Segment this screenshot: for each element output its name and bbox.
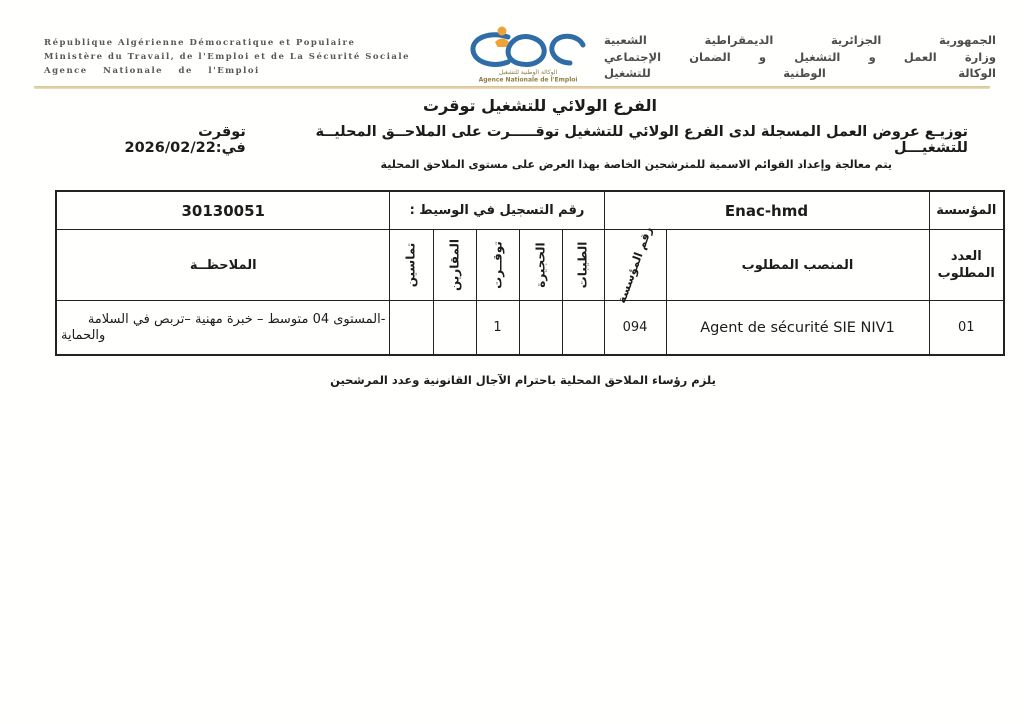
column-header-remark: الملاحظــة [56, 230, 390, 301]
cell-required-count: 01 [929, 301, 1004, 356]
cell-touggourt-value: 1 [476, 301, 519, 356]
cell-registration-value: 30130051 [56, 191, 390, 230]
column-header-temacine: تماسين [390, 230, 433, 301]
logo-caption-fr: Agence Nationale de l'Emploi [478, 76, 578, 84]
anem-logo [452, 24, 604, 84]
column-header-required-count: العدد المطلوب [929, 230, 1004, 301]
date-line: توقرت في:2026/02/22 [124, 124, 246, 156]
distribution-title: توزيـع عروض العمل المسجلة لدى الفرع الولائي للتشغيل توقـــــرت على الملاحــق المحليــة للتشغيـــل [315, 124, 968, 156]
cell-registration-label: رقم التسجيل في الوسيط : [390, 191, 604, 230]
letterhead-french [44, 24, 452, 84]
cell-institution-value: Enac-hmd [604, 191, 929, 230]
remark-line-1: -المستوى 04 متوسط – خبرة مهنية –تربص في السلامة [87, 312, 386, 327]
letterhead-arabic [604, 24, 996, 84]
cell-hadjira-value [519, 301, 562, 356]
remark-line-2: والحماية [61, 327, 106, 343]
cell-temacine-value [390, 301, 433, 356]
french-line-1: République Algérienne Démocratique et Populaire [44, 38, 356, 48]
logo-caption-ar: الوكالة الوطنية للتشغيل [498, 69, 558, 76]
cell-firm-number: 094 [604, 301, 666, 356]
arabic-line-1: الجمهورية الجزائرية الديمقراطية الشعبية [604, 33, 996, 47]
cell-remark [56, 301, 390, 356]
cell-taibet-value [562, 301, 604, 356]
anem-logo-icon [462, 24, 594, 84]
logo-figure-icon [498, 27, 507, 36]
column-header-position: المنصب المطلوب [666, 230, 929, 301]
column-header-touggourt: توقــرت [476, 230, 519, 301]
column-header-taibet: الطيبات [562, 230, 604, 301]
french-line-2: Ministère du Travail, de l'Emploi et de La Sécurité Sociale [44, 52, 411, 62]
column-header-megarine: المقارين [433, 230, 476, 301]
table-top-row [56, 191, 1004, 230]
cell-institution-label: المؤسسة [929, 191, 1004, 230]
processing-note: يتم معالجة وإعداد القوائم الاسمية للمترشحين الخاصة بهذا العرض على مستوى الملاحق المحلية [380, 158, 892, 171]
letterhead-divider [34, 86, 990, 89]
distribution-row [0, 115, 1024, 156]
arabic-line-3: الوكالة الوطنية للتشغيل [604, 66, 996, 80]
footer-note: يلزم رؤساء الملاحق المحلية باحترام الآجال القانونية وعدد المرشحين [330, 373, 716, 387]
letterhead [0, 0, 1024, 84]
french-line-3: Agence Nationale de l'Emploi [44, 66, 260, 76]
cell-position: Agent de sécurité SIE NIV1 [666, 301, 929, 356]
branch-title: الفرع الولائي للتشغيل توقرت [423, 96, 657, 115]
table-data-row [56, 301, 1004, 356]
offers-table [55, 190, 1005, 356]
column-header-firm-number: رقم المؤسسة [604, 230, 666, 301]
cell-megarine-value [433, 301, 476, 356]
table-header-row [56, 230, 1004, 301]
arabic-line-2: وزارة العمل و التشغيل و الضمان الإجتماعي [604, 49, 996, 64]
column-header-hadjira: الحجيرة [519, 230, 562, 301]
